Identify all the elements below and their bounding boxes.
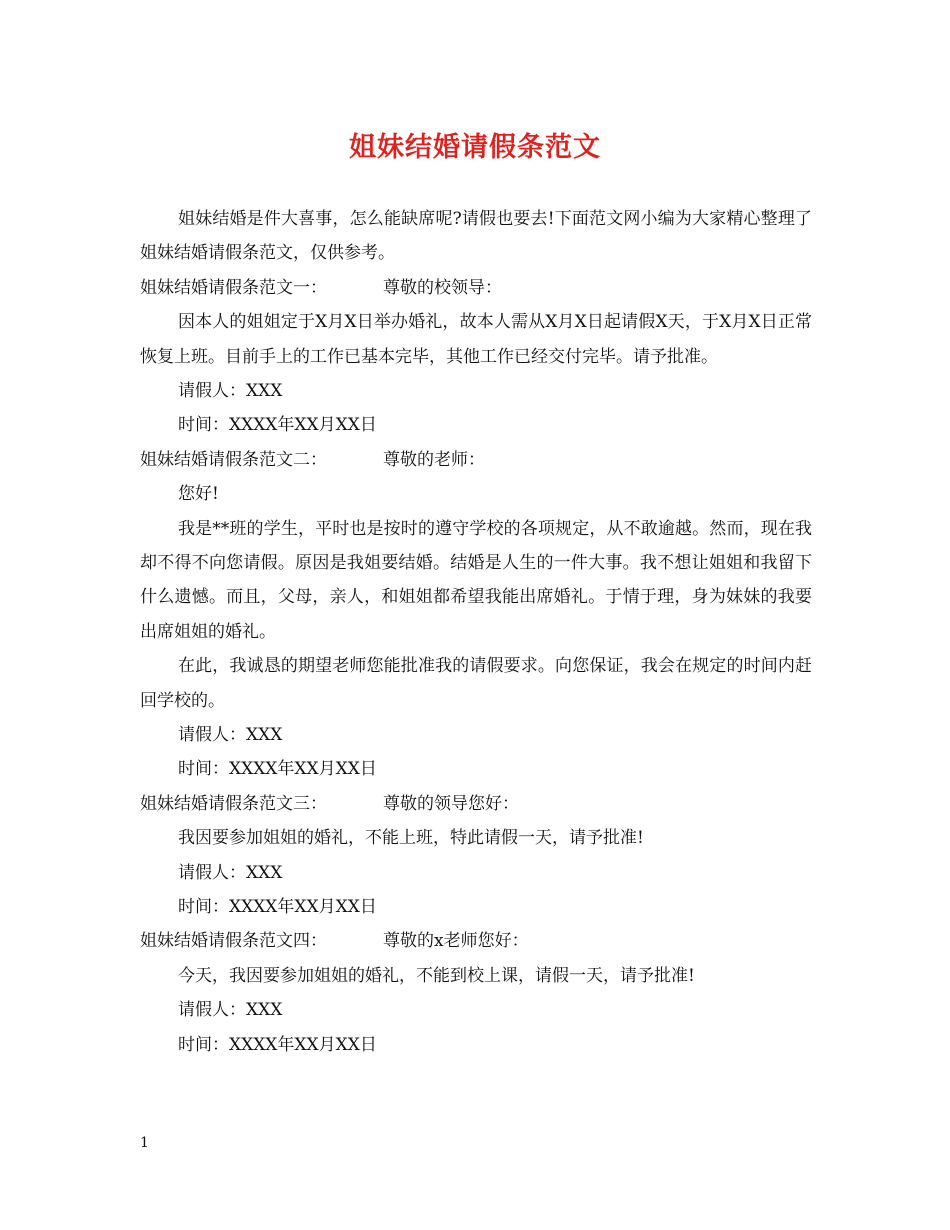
sample-2-date: 时间：XXXX年XX月XX日 [178, 759, 377, 780]
sample-3-paragraph: 我因要参加姐姐的婚礼，不能上班，特此请假一天，请予批准! [178, 828, 644, 849]
sample-3-salutation: 尊敬的领导您好： [383, 793, 519, 814]
sample-2-heading-row [140, 443, 812, 477]
sample-3-heading-row [140, 787, 812, 821]
sample-3-date: 时间：XXXX年XX月XX日 [178, 896, 377, 917]
sample-1-paragraph: 因本人的姐姐定于X月X日举办婚礼，故本人需从X月X日起请假X天，于X月X日正常恢复上班。目前手上的工作已基本完毕，其他工作已经交付完毕。请予批准。 [140, 312, 812, 367]
sample-4-applicant: 请假人：XXX [178, 1000, 283, 1021]
sample-3-applicant: 请假人：XXX [178, 862, 283, 883]
sample-1-applicant: 请假人：XXX [178, 381, 283, 402]
page-number: 1 [140, 1135, 149, 1151]
sample-4-paragraph: 今天，我因要参加姐姐的婚礼，不能到校上课，请假一天，请予批准! [178, 965, 695, 986]
sample-1-salutation: 尊敬的校领导： [383, 277, 502, 298]
sample-1-heading: 姐妹结婚请假条范文一： [140, 277, 327, 298]
sample-4-date: 时间：XXXX年XX月XX日 [178, 1034, 377, 1055]
sample-4-salutation: 尊敬的x老师您好： [383, 931, 529, 952]
sample-2-applicant: 请假人：XXX [178, 725, 283, 746]
sample-2-heading: 姐妹结婚请假条范文二： [140, 449, 327, 470]
sample-2-salutation: 尊敬的老师： [383, 449, 485, 470]
sample-2-greeting: 您好! [178, 484, 219, 505]
sample-4-heading-row [140, 924, 812, 958]
sample-2-paragraph-2: 在此，我诚恳的期望老师您能批准我的请假要求。向您保证，我会在规定的时间内赶回学校的。 [140, 656, 812, 711]
intro-paragraph: 姐妹结婚是件大喜事，怎么能缺席呢?请假也要去!下面范文网小编为大家精心整理了姐妹结婚请假条范文，仅供参考。 [140, 209, 812, 264]
sample-4-heading: 姐妹结婚请假条范文四： [140, 931, 327, 952]
sample-2-paragraph-1: 我是**班的学生，平时也是按时的遵守学校的各项规定，从不敢逾越。然而，现在我却不得不向您请假。原因是我姐要结婚。结婚是人生的一件大事。我不想让姐姐和我留下什么遗憾。而且，父母，亲人，和姐姐都希望我能出席婚礼。于情于理，身为妹妹的我要出席姐姐的婚礼。 [140, 518, 812, 642]
document-body [140, 202, 812, 1062]
sample-3-heading: 姐妹结婚请假条范文三： [140, 793, 327, 814]
document-title: 姐妹结婚请假条范文 [349, 132, 601, 163]
sample-1-date: 时间：XXXX年XX月XX日 [178, 415, 377, 436]
sample-1-heading-row [140, 271, 812, 305]
